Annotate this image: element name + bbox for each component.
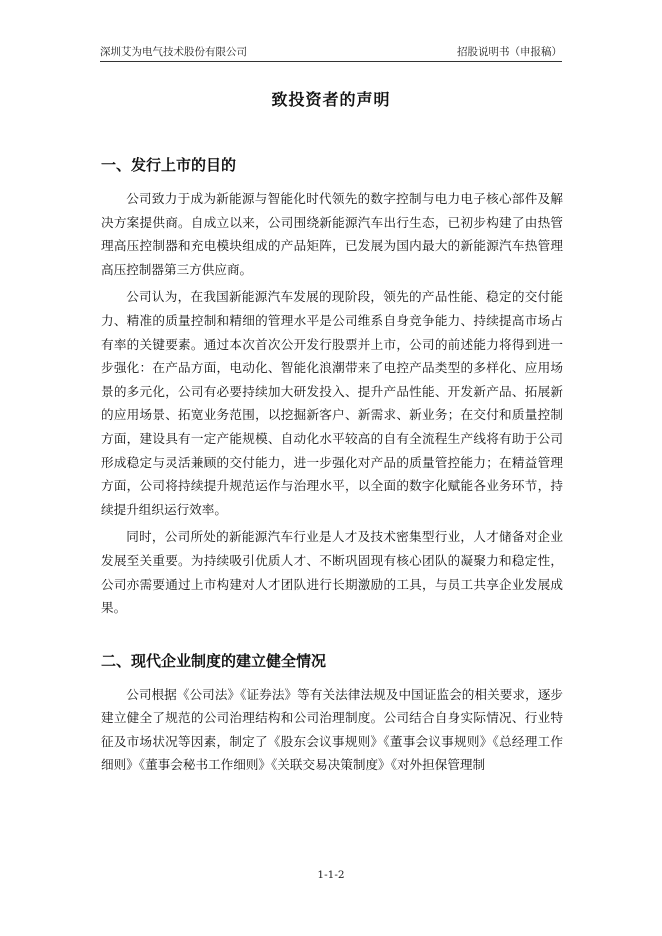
header-divider xyxy=(100,61,562,62)
document-body xyxy=(101,154,563,781)
page-title: 致投资者的声明 xyxy=(271,90,391,109)
paragraph: 公司认为，在我国新能源汽车发展的现阶段，领先的产品性能、稳定的交付能力、精准的质量控制和精细的管理水平是公司维系自身竞争能力、持续提高市场占有率的关键要素。通过本次首次公开发行股票并上市，公司的前述能力将得到进一步强化：在产品方面，电动化、智能化浪潮带来了电控产品类型的多样化、应用场景的多元化，公司有必要持续加大研发投入、提升产品性能、开发新产品、拓展新的应用场景、拓宽业务范围，以挖掘新客户、新需求、新业务；在交付和质量控制方面，建设具有一定产能规模、自动化水平较高的自有全流程生产线将有助于公司形成稳定与灵活兼顾的交付能力，进一步强化对产品的质量管控能力；在精益管理方面，公司将持续提升规范运作与治理水平，以全面的数字化赋能各业务环节，持续提升组织运行效率。 xyxy=(101,289,563,517)
header-company-name: 深圳艾为电气技术股份有限公司 xyxy=(100,46,247,58)
paragraph: 同时，公司所处的新能源汽车行业是人才及技术密集型行业，人才储备对企业发展至关重要。为持续吸引优质人才、不断巩固现有核心团队的凝聚力和稳定性，公司亦需要通过上市构建对人才团队进行长期激励的工具，与员工共享企业发展成果。 xyxy=(101,529,563,616)
page-number: 1-1-2 xyxy=(317,869,345,881)
section-heading-listing-purpose: 一、发行上市的目的 xyxy=(101,156,237,174)
page-header xyxy=(100,44,562,60)
section-heading-corporate-governance: 二、现代企业制度的建立健全情况 xyxy=(101,651,327,670)
header-document-type: 招股说明书（申报稿） xyxy=(457,46,562,58)
paragraph: 公司致力于成为新能源与智能化时代领先的数字控制与电力电子核心部件及解决方案提供商。自成立以来，公司围绕新能源汽车出行生态，已初步构建了由热管理高压控制器和充电模块组成的产品矩阵，已发展为国内最大的新能源汽车热管理高压控制器第三方供应商。 xyxy=(101,191,563,277)
paragraph: 公司根据《公司法》《证券法》等有关法律法规及中国证监会的相关要求，逐步建立健全了规范的公司治理结构和公司治理制度。公司结合自身实际情况、行业特征及市场状况等因素，制定了《股东会议事规则》《董事会议事规则》《总经理工作细则》《董事会秘书工作细则》《关联交易决策制度》《对外担保管理制 xyxy=(101,686,563,773)
